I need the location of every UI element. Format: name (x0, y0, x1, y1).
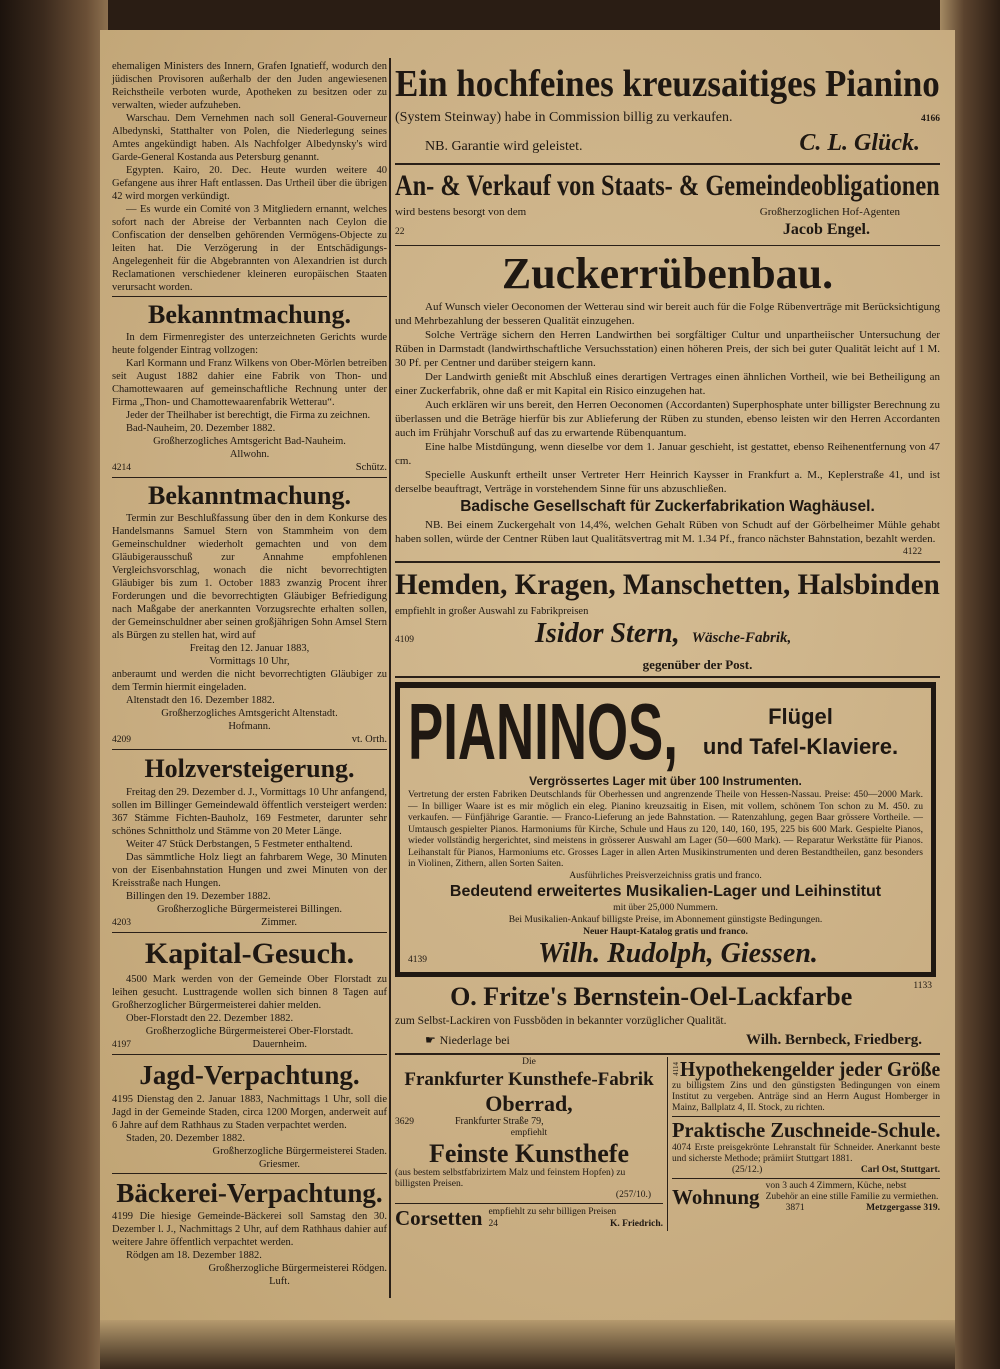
ad-title: Ein hochfeines kreuzsaitiges Pianino (395, 63, 940, 105)
ad-varnish (395, 981, 940, 1055)
ad-text: Ausführliches Preisverzeichniss gratis und franco. (569, 869, 762, 881)
ad-apartment (672, 1179, 940, 1214)
ad-advertiser: Badische Gesellschaft für Zuckerfabrikation Waghäusel. (460, 498, 875, 515)
ad-title: Frankfurter Kunsthefe-Fabrik (404, 1068, 654, 1090)
ad-title: Praktische Zuschneide-Schule. (672, 1117, 941, 1142)
ad-place: Oberrad, (485, 1090, 573, 1116)
notice-signature: Schütz. (355, 462, 387, 473)
ad-advertiser: Carl Ost, Stuttgart. (860, 1164, 940, 1175)
ad-text: empfiehlt in großer Auswahl zu Fabrikpreisen (395, 606, 589, 617)
ad-mortgage (672, 1057, 940, 1117)
notice-text: 4199 Die hiesige Gemeinde-Bäckerei soll Samstag den 30. Dezember l. J., Nachmittags 2 Uhr, auf dem Rathhaus dahier auf weitere Jahre öffentlich verpachtet werden. (112, 1211, 387, 1248)
ad-text: Wäsche-Fabrik, (691, 630, 792, 646)
notice-date: Freitag den 12. Januar 1883, (189, 643, 310, 654)
ad-text: (aus bestem selbstfabrizirtem Malz und feinstem Hopfen) zu billigsten Preisen. (395, 1167, 626, 1189)
left-column (112, 60, 387, 1288)
notice-place: Altenstadt den 16. Dezember 1882. (126, 695, 275, 706)
ad-title: PIANINOS, (408, 687, 678, 776)
ad-number: 4109 (395, 635, 414, 645)
ad-subtitle: Flügel (768, 704, 833, 729)
ad-number: 4139 (408, 954, 427, 965)
notice-place: Ober-Florstadt den 22. Dezember 1882. (126, 1013, 294, 1024)
ad-corsets (395, 1204, 663, 1231)
ad-text: wird bestens besorgt von dem (395, 206, 527, 218)
ad-title: Wohnung (672, 1184, 760, 1209)
ad-address: Frankfurter Straße 79, (455, 1115, 544, 1127)
ad-number: 24 (488, 1219, 498, 1229)
ad-ref: (25/12.) (732, 1164, 763, 1175)
ad-text: Großherzoglichen Hof-Agenten (759, 206, 900, 218)
ad-product: Feinste Kunsthefe (428, 1138, 630, 1168)
ad-paragraph: NB. Bei einem Zuckergehalt von 14,4%, welchen Gehalt Rüben von Schudt auf der Görbelheimer Mühle gehabt haben sollen, würde der Centner Rüben laut Qualitätsvertrag mit M. 1.34 Pf., franco nächster Bahnstation, bezahlt werden. (395, 519, 940, 545)
notice-title: Jagd-Verpachtung. (139, 1060, 360, 1090)
ad-tailoring-school (672, 1117, 940, 1179)
ad-advertiser: Wilh. Rudolph, Giessen. (538, 937, 818, 969)
notice-bakery-lease (112, 1176, 387, 1288)
ad-number: 4122 (903, 547, 922, 557)
notice-number: 4197 (112, 1040, 131, 1050)
notice-text: 4195 Dienstag den 2. Januar 1883, Nachmittags 1 Uhr, soll die Jagd in der Gemeinde Staden, circa 1200 Morgen, anderweit auf 6 Jahre auf dem Rathhaus zu Staden verpachtet werden. (112, 1094, 387, 1131)
ad-text: (System Steinway) habe in Commission billig zu verkaufen. (395, 110, 733, 125)
ad-shirts (395, 565, 940, 678)
notice-title: Kapital-Gesuch. (144, 937, 355, 970)
ad-text: zum Selbst-Lackiren von Fussböden in bekannter vorzüglicher Qualität. (395, 1014, 727, 1027)
notice-office: Großherzogliche Bürgermeisterei Staden. (212, 1146, 387, 1157)
right-column (395, 60, 940, 1231)
ad-address: Metzgergasse 319. (866, 1202, 940, 1213)
notice-bankruptcy (112, 480, 387, 750)
ad-text: Die (522, 1056, 536, 1067)
ad-paragraph: Eine halbe Mistdüngung, wenn dieselbe vor dem 1. Januar geschieht, ist gestattet, ebenso Reihenentfernung von 47 cm. (395, 441, 940, 467)
notice-place: Billingen den 19. Dezember 1882. (126, 891, 271, 902)
ad-number: 22 (395, 227, 405, 237)
pointing-hand-icon: ☛ (425, 1032, 440, 1047)
ad-advertiser: K. Friedrich. (609, 1219, 663, 1229)
notice-signature: Zimmer. (261, 917, 297, 928)
article-paragraph: ehemaligen Ministers des Innern, Grafen Ignatieff, wodurch den jüdischen Provisoren außerhalb der den Juden angewiesenen Reichstheile verboten wurde, Apotheken zu besitzen oder zu verwalten, wieder aufzuheben. (112, 61, 387, 111)
notice-signature: Hofmann. (228, 721, 271, 732)
notice-title: Bekanntmachung. (148, 481, 351, 510)
notice-text: Jeder der Theilhaber ist berechtigt, die Firma zu zeichnen. (126, 410, 371, 421)
ad-paragraph: Auch erklären wir uns bereit, den Herren Oeconomen (Accordanten) Superphosphate unter billigster Berechnung zu überlassen und die Beträge hierfür bis zur Ablieferung der Rüben zu stunden, ebenso leisten wir den Herren Accordanten auch im Frühjahr Vorschuß auf das zu erwartende Rübenquantum. (395, 399, 940, 439)
notice-wood-auction (112, 752, 387, 933)
ad-title: O. Fritze's Bernstein-Oel-Lackfarbe (450, 981, 853, 1011)
article-paragraph: — Es wurde ein Comité von 3 Mitgliedern ernannt, welches sofort nach der Abreise der Verbannten nach Ceylon die Confiscation der denselben gehörenden Vermögens-Objecte zu leiten hat. Die Verzögerung in der Entschädigungs-Angelegenheit für die Abgebrannten von Alexandrien ist durch Reclamationen verschiedener kleineren europäischen Staaten verursacht worden. (112, 204, 387, 293)
ad-paragraph: Der Landwirth genießt mit Abschluß eines derartigen Vertrages einen ähnlichen Vortheil, wie bei Betheiligung an einer Zuckerfabrik, ohne daß er mit Kapital ein Risico einzugehen hat. (395, 371, 940, 397)
ad-text: 4074 Erste preisgekrönte Lehranstalt für Schneider. Anerkannt beste und sicherste Methode; prämiirt Stuttgart 1881. (672, 1142, 940, 1164)
notice-signature: Griesmer. (258, 1159, 301, 1170)
article-paragraph: Warschau. Dem Vernehmen nach soll General-Gouverneur Albedynski, Statthalter von Polen, die Niederlegung seines Amtes angekündigt haben. Als Nachfolger Albedynsky's wird Garde-General Kostanda aus Petersburg genannt. (112, 113, 387, 163)
ad-text: Bedeutend erweitertes Musikalien-Lager und Leihinstitut (449, 882, 882, 900)
ad-pianino (395, 60, 940, 165)
notice-title: Holzversteigerung. (144, 754, 355, 783)
news-article (112, 60, 387, 297)
ad-text: Neuer Haupt-Katalog gratis und franco. (583, 925, 748, 937)
ad-text: NB. Garantie wird geleistet. (425, 139, 583, 154)
ad-advertiser: Wilh. Bernbeck, Friedberg. (746, 1031, 922, 1048)
notice-office: Großherzogliche Bürgermeisterei Ober-Florstadt. (145, 1026, 354, 1037)
ad-title: Zuckerrübenbau. (501, 249, 834, 298)
notice-text: Termin zur Beschlußfassung über den in dem Konkurse des Handelsmanns Samuel Stern von Stammheim von dem Gemeinschuldner wiederholt gemachten und von dem Gläubigerausschuß zur Annahme empfohlenen Vergleichsvorschlag, wonach die nicht bevorrechtigten Gläubiger bis zum 1. October 1883 zwanzig Procent ihrer Forderungen und die bevorrechtigten Gläubiger Befriedigung nach Maßgabe der anerkannten Vorzugsrechte erhalten sollen, der Gemeinschuldner aber seinen großjährigen Sohn Amsel Stern als Bürgen zu stellen hat, wird auf (112, 513, 387, 641)
notice-place: Bad-Nauheim, 20. Dezember 1882. (126, 423, 276, 434)
notice-number: 4214 (112, 463, 131, 473)
page-bottom-edge (100, 1320, 955, 1369)
ad-number: 3629 (395, 1116, 414, 1127)
ad-text: mit über 25,000 Nummern. (613, 901, 718, 913)
notice-title: Bäckerei-Verpachtung. (116, 1178, 383, 1208)
ad-obligations (395, 167, 940, 246)
notice-time: Vormittags 10 Uhr, (209, 656, 290, 667)
book-binding (0, 0, 108, 1369)
ad-text: zu billigstem Zins und den günstigsten Bedingungen von einem Institut zu vergeben. Anträge sind an Herrn August Homberger in Mainz, Ballplatz 4, II. Stock, zu richten. (672, 1080, 940, 1113)
notice-signature: Luft. (269, 1276, 290, 1287)
notice-signature: Dauernheim. (252, 1039, 307, 1050)
ad-pianinos-rudolph (395, 682, 936, 977)
notice-text: 4500 Mark werden von der Gemeinde Ober Florstadt zu leihen gesucht. Lusttragende wollen sich binnen 8 Tagen auf Großherzoglicher Bürgermeisterei dahier melden. (112, 974, 387, 1011)
ad-text: Niederlage bei (439, 1032, 510, 1047)
notice-office: Großherzogliche Bürgermeisterei Billingen. (157, 904, 342, 915)
ad-title: Hypothekengelder jeder Größe (680, 1056, 941, 1081)
ad-title: Hemden, Kragen, Manschetten, Halsbinden (395, 568, 940, 601)
ad-number: 4166 (921, 114, 940, 124)
notice-number: 4203 (112, 918, 131, 928)
ad-title: An- & Verkauf von Staats- & Gemeindeobligationen (395, 169, 940, 202)
notice-text: Karl Kormann und Franz Wilkens von Ober-Mörlen betreiben seit August 1882 dahier eine Fabrik von Thon- und Chamottewaaren auf gemeinschaftliche Rechnung unter der Firma „Thon- und Chamottewaarenfabrik Wetterau“. (112, 358, 387, 408)
column-divider (389, 58, 391, 1298)
ad-address: gegenüber der Post. (642, 657, 753, 672)
ad-number: 1133 (913, 980, 932, 991)
notice-title: Bekanntmachung. (148, 300, 351, 329)
notice-text: Das sämmtliche Holz liegt an fahrbarem Wege, 30 Minuten von der Eisenbahnstation Hungen und zwei Minuten von der Kreisstraße nach Hungen. (112, 852, 387, 889)
notice-signature: vt. Orth. (351, 734, 387, 745)
ad-ref: (257/10.) (615, 1189, 651, 1200)
notice-office: Großherzogliche Bürgermeisterei Rödgen. (208, 1263, 387, 1274)
ad-paragraph: Solche Verträge sichern den Herren Landwirthen bei sorgfältiger Cultur und unpartheiischer Untersuchung der Rüben in Darmstadt (landwirthschaftliche Versuchsstation) einen höheren Preis, der sich bei guter Qualität leicht auf 1 M. 30 Pf. per Centner und darüber steigern kann. (395, 329, 940, 369)
bottom-ads (395, 1057, 940, 1231)
notice-firm-register (112, 299, 387, 478)
ad-number: 4114 (672, 1061, 680, 1076)
ad-subtitle: und Tafel-Klaviere. (702, 734, 899, 759)
ad-title: Corsetten (395, 1205, 483, 1230)
ad-advertiser: C. L. Glück. (799, 130, 920, 156)
ad-text: empfiehlt (510, 1127, 548, 1138)
ad-sugar-beet (395, 248, 940, 563)
notice-place: Staden, 20. Dezember 1882. (126, 1133, 245, 1144)
ad-text: empfiehlt zu sehr billigen Preisen (488, 1207, 617, 1217)
ad-paragraph: Auf Wunsch vieler Oeconomen der Wetterau sind wir bereit auch für die Folge Rübenverträge mit Berücksichtigung und Mehrbezahlung der besseren Qualität einzugehen. (395, 301, 940, 327)
ad-paragraph: Vertretung der ersten Fabriken Deutschlands für Oberhessen und angrenzende Theile von Hessen-Nassau. Preise: 450—2000 Mark. — In billiger Waare ist es mir möglich ein eleg. Pianino kreuzsaitig in Eisen, mit vollem, schönem Ton schon zu M. 450. zu verkaufen. — Fünfjährige Garantie. — Franco-Lieferung an jede Bahnstation. — Ratenzahlung, gegen Baar grössere Vortheile. — Umtausch gespielter Pianos. Harmoniums für Kirche, Schule und Haus zu 120, 140, 160, 195, 225 bis 600 Mark. Gespielte Pianos, wieder vollständig hergerichtet, sind meistens in grösserer Auswahl am Lager (50—600 Mark). — Reparatur Werkstätte für Pianos. Leihanstalt für Pianos, Harmoniums etc. Grosses Lager in allen Arten Musikinstrumenten und deren Bestandtheilen, ganz besonders in Violinen, Zithern, allen Sorten Saiten. (408, 789, 923, 869)
notice-text: Freitag den 29. Dezember d. J., Vormittags 10 Uhr anfangend, sollen im Billinger Gemeindewald öffentlich versteigert werden: 367 Stämme Fichten-Bauholz, 169 Festmeter, darunter sehr schönes Schnittholz und Stämme von 20 Meter Länge. (112, 787, 387, 837)
notice-place: Rödgen am 18. Dezember 1882. (126, 1250, 262, 1261)
ad-text: Vergrössertes Lager mit über 100 Instrumenten. (529, 774, 802, 788)
ad-advertiser: Jacob Engel. (782, 221, 870, 238)
article-paragraph: Egypten. Kairo, 20. Dec. Heute wurden weitere 40 Gefangene aus ihrer Haft entlassen. Das Urtheil über die übrigen 42 wird morgen verkündigt. (112, 165, 387, 202)
newspaper-page (100, 30, 955, 1340)
notice-court: Großherzogliches Amtsgericht Bad-Nauheim. (153, 436, 346, 447)
notice-number: 4209 (112, 735, 131, 745)
ad-number: 3871 (785, 1202, 805, 1213)
notice-text: In dem Firmenregister des unterzeichneten Gerichts wurde heute folgender Eintrag vollzogen: (112, 332, 387, 356)
ad-paragraph: Specielle Auskunft ertheilt unser Vertreter Herr Heinrich Kaysser in Frankfurt a. M., Keplerstraße 41, und ist derselbe beauftragt, Verträge in vorstehendem Sinne für uns abzuschließen. (395, 469, 940, 495)
notice-text: Weiter 47 Stück Derbstangen, 5 Festmeter enthaltend. (126, 839, 353, 850)
ad-text: Bei Musikalien-Ankauf billigste Preise, im Abonnement günstigste Bedingungen. (508, 913, 823, 925)
notice-signature: Allwohn. (229, 449, 270, 460)
ad-text: von 3 auch 4 Zimmern, Küche, nebst Zubehör an eine stille Familie zu vermiethen. (765, 1180, 939, 1202)
ad-yeast (395, 1057, 663, 1204)
notice-hunting-lease (112, 1057, 387, 1174)
notice-court: Großherzogliches Amtsgericht Altenstadt. (161, 708, 338, 719)
notice-text: anberaumt und werden die nicht bevorrechtigten Gläubiger zu dem Termin hiermit eingeladen. (112, 669, 387, 693)
notice-capital-request (112, 935, 387, 1055)
ad-advertiser: Isidor Stern, (535, 618, 680, 649)
